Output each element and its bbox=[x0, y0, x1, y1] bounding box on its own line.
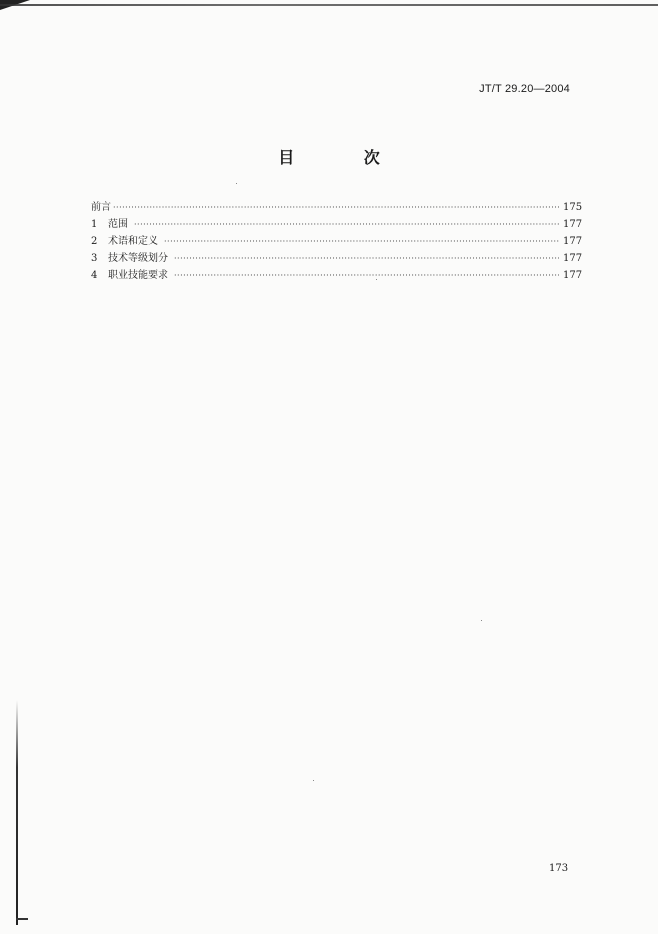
toc-leader-dots bbox=[164, 233, 559, 250]
toc-entry-grades[interactable] bbox=[91, 250, 581, 267]
toc-entry-text: 技术等级划分 bbox=[108, 253, 168, 264]
standard-code: JT/T 29.20—2004 bbox=[479, 83, 570, 95]
toc-entry-number: 4 bbox=[91, 270, 98, 281]
toc-leader-dots bbox=[174, 267, 559, 284]
toc-title: 目 次 bbox=[278, 148, 412, 167]
toc-entry-text: 术语和定义 bbox=[108, 236, 158, 247]
scan-top-edge bbox=[0, 4, 658, 6]
toc-entry-page: 177 bbox=[563, 219, 583, 230]
toc-entry-page: 177 bbox=[563, 236, 583, 247]
toc-entry-page: 177 bbox=[563, 253, 583, 264]
toc-entry-page: 175 bbox=[563, 202, 583, 213]
toc-entry-text: 职业技能要求 bbox=[108, 270, 168, 281]
scan-speck bbox=[313, 780, 314, 781]
toc-entry-skills[interactable] bbox=[91, 267, 581, 284]
toc-list bbox=[91, 199, 581, 284]
scan-left-edge-foot bbox=[16, 918, 28, 920]
toc-entry-number: 1 bbox=[91, 219, 98, 230]
toc-entry-text: 前言 bbox=[91, 202, 111, 213]
toc-entry-foreword[interactable] bbox=[91, 199, 581, 216]
scan-speck bbox=[236, 183, 237, 184]
toc-entry-number: 2 bbox=[91, 236, 98, 247]
scan-speck bbox=[481, 620, 482, 621]
toc-entry-number: 3 bbox=[91, 253, 98, 264]
toc-leader-dots bbox=[174, 250, 559, 267]
page-number: 173 bbox=[549, 863, 569, 874]
toc-entry-page: 177 bbox=[563, 270, 583, 281]
toc-leader-dots bbox=[113, 199, 559, 216]
toc-entry-terms[interactable] bbox=[91, 233, 581, 250]
scan-left-edge bbox=[16, 700, 18, 925]
toc-leader-dots bbox=[134, 216, 559, 233]
toc-entry-scope[interactable] bbox=[91, 216, 581, 233]
toc-entry-text: 范围 bbox=[108, 219, 128, 230]
